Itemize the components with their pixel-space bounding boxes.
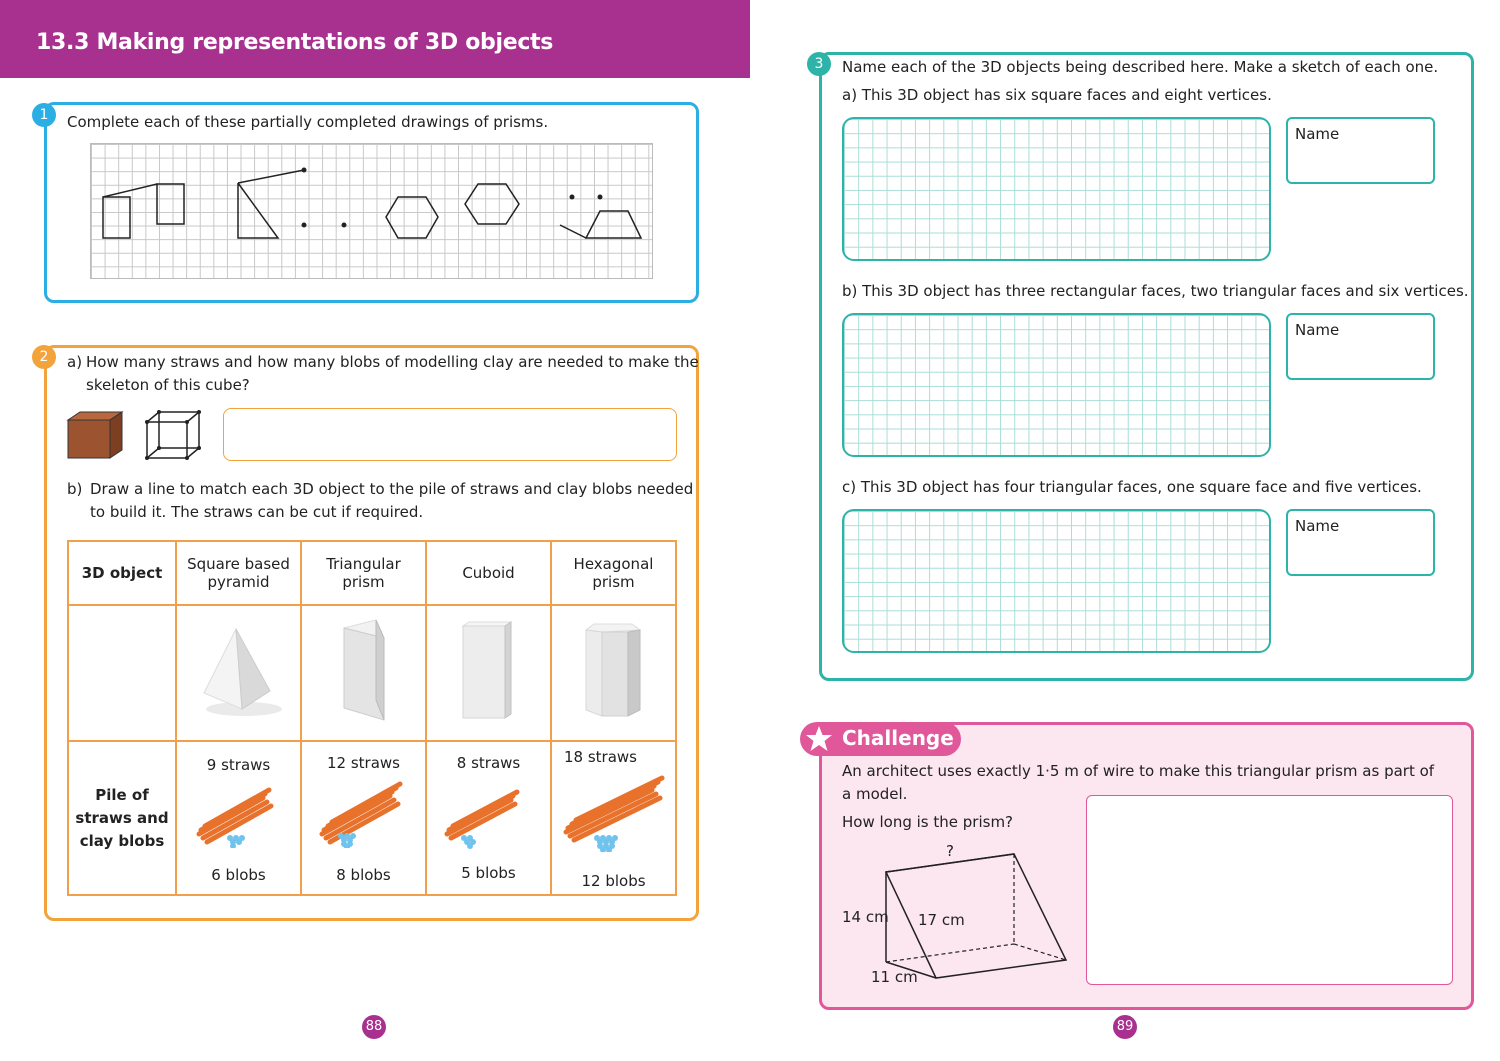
challenge-line1: An architect uses exactly 1·5 m of wire to make this triangular prism as part of — [842, 762, 1435, 780]
question-2b-line1: Draw a line to match each 3D object to the pile of straws and clay blobs needed — [90, 480, 694, 498]
pile-cell[interactable] — [426, 741, 551, 895]
object-header-triangular-prism: Triangular prism — [301, 541, 426, 605]
question-3b-text: b) This 3D object has three rectangular faces, two triangular faces and six vertices. — [842, 282, 1469, 300]
pile-cell[interactable] — [551, 741, 676, 895]
question-2a-label: a) — [67, 353, 83, 371]
question-2a-line2: skeleton of this cube? — [86, 376, 250, 394]
hexagonal-prism-image — [574, 616, 654, 726]
sketch-grid-c[interactable] — [842, 509, 1271, 653]
question-2b-label: b) — [67, 480, 83, 498]
straw-count: 8 straws — [456, 754, 521, 772]
straw-count: 12 straws — [327, 754, 400, 772]
cuboid-image-cell[interactable] — [426, 605, 551, 741]
question-2a-line1: How many straws and how many blobs of modelling clay are needed to make the — [86, 353, 699, 371]
question-3-number: 3 — [807, 52, 831, 76]
straw-count: 18 straws — [564, 748, 637, 766]
question-1-number: 1 — [32, 103, 56, 127]
name-label: Name — [1295, 125, 1340, 143]
pyramid-image — [194, 621, 284, 721]
triangular-prism-image — [324, 616, 404, 726]
pyramid-image-cell[interactable] — [176, 605, 301, 741]
empty-image-row-header — [68, 605, 176, 741]
straw-pile-icon — [316, 778, 406, 848]
page-title: 13.3 Making representations of 3D objects — [36, 30, 554, 55]
straw-count: 9 straws — [206, 756, 271, 774]
sketch-grid-a[interactable] — [842, 117, 1271, 261]
hexagonal-prism-image-cell[interactable] — [551, 605, 676, 741]
page-number-right: 89 — [1113, 1015, 1137, 1039]
blob-count: 6 blobs — [211, 866, 266, 884]
triangular-prism-image-cell[interactable] — [301, 605, 426, 741]
blob-count: 8 blobs — [336, 866, 391, 884]
question-3c-text: c) This 3D object has four triangular faces, one square face and five vertices. — [842, 478, 1422, 496]
straw-pile-icon — [441, 782, 531, 852]
cuboid-image — [449, 616, 529, 726]
name-answer-box-b[interactable] — [1286, 313, 1435, 380]
blob-count: 12 blobs — [581, 872, 646, 890]
question-2-number: 2 — [32, 345, 56, 369]
cube-skeleton-image — [143, 409, 205, 461]
partial-prism-drawings — [90, 143, 653, 279]
object-header-hexagonal-prism: Hexagonal prism — [551, 541, 676, 605]
star-icon — [804, 724, 834, 754]
question-3a-text: a) This 3D object has six square faces and eight vertices. — [842, 86, 1272, 104]
straw-pile-icon — [193, 778, 283, 848]
challenge-question: How long is the prism? — [842, 813, 1014, 831]
prism-side-14cm: 14 cm — [842, 908, 889, 926]
question-3-prompt: Name each of the 3D objects being described here. Make a sketch of each one. — [842, 58, 1439, 76]
object-header-pyramid: Square based pyramid — [176, 541, 301, 605]
name-answer-box-c[interactable] — [1286, 509, 1435, 576]
challenge-title: Challenge — [842, 726, 954, 750]
name-answer-box-a[interactable] — [1286, 117, 1435, 184]
prism-length-unknown: ? — [946, 842, 954, 860]
question-2a-answer-box[interactable] — [223, 408, 677, 461]
row-header-3d-object: 3D object — [68, 541, 176, 605]
row-header-pile: Pile of straws and clay blobs — [68, 741, 176, 895]
prism-side-17cm: 17 cm — [918, 911, 965, 929]
pile-cell[interactable] — [301, 741, 426, 895]
solid-cube-image — [66, 410, 126, 460]
question-1-prompt: Complete each of these partially completed drawings of prisms. — [67, 113, 549, 131]
object-header-cuboid: Cuboid — [426, 541, 551, 605]
blob-count: 5 blobs — [461, 864, 516, 882]
page-number-left: 88 — [362, 1015, 386, 1039]
prism-side-11cm: 11 cm — [871, 968, 918, 986]
straw-pile-icon — [560, 772, 670, 852]
pile-cell[interactable] — [176, 741, 301, 895]
name-label: Name — [1295, 517, 1340, 535]
challenge-answer-box[interactable] — [1086, 795, 1453, 985]
name-label: Name — [1295, 321, 1340, 339]
challenge-line2: a model. — [842, 785, 908, 803]
matching-table — [67, 540, 677, 896]
question-2b-line2: to build it. The straws can be cut if required. — [90, 503, 424, 521]
sketch-grid-b[interactable] — [842, 313, 1271, 457]
